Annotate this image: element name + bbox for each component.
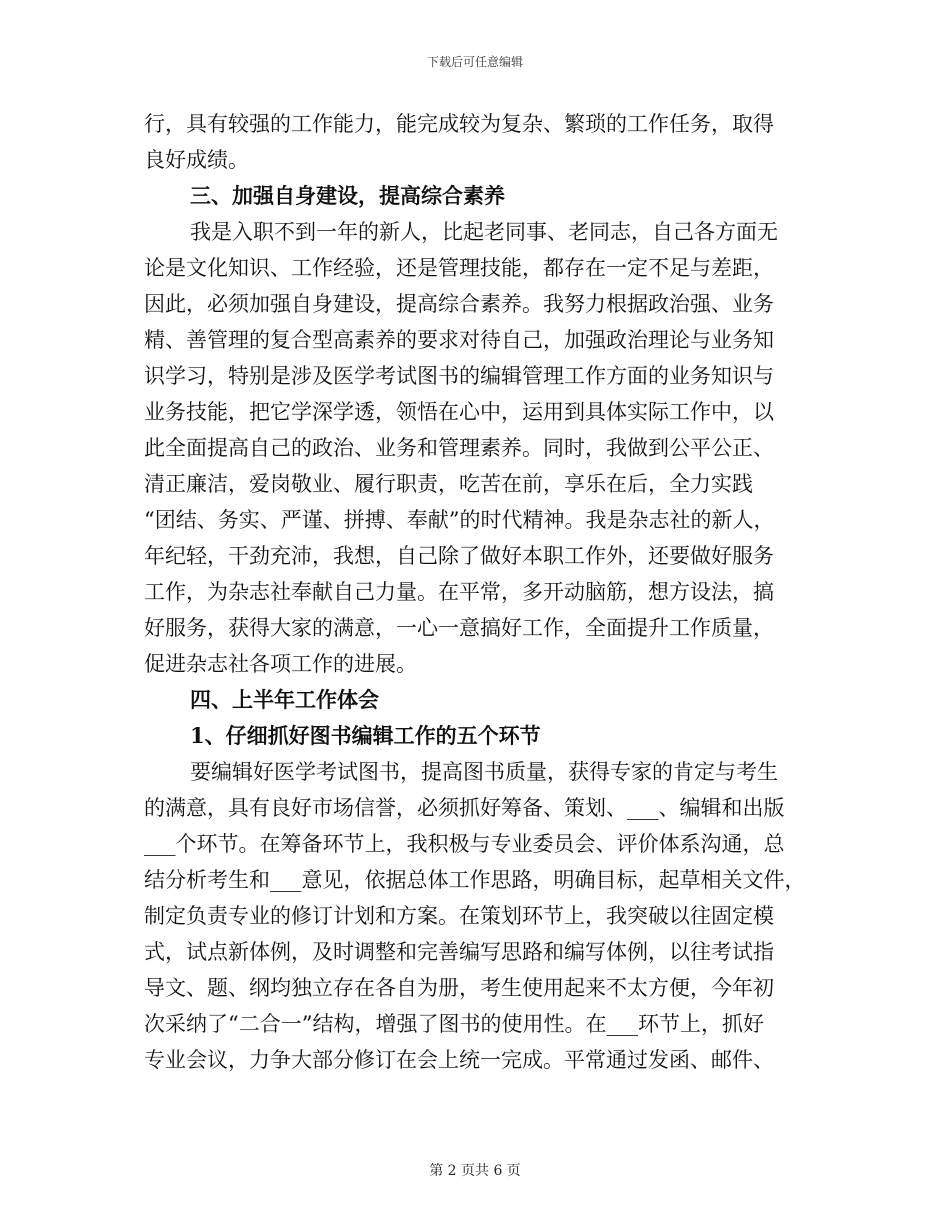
text-line: 识学习，特别是涉及医学考试图书的编辑管理工作方面的业务知识与 [144,364,774,388]
text-line: 导文、题、纲均独立存在各自为册，考生使用起来不太方便，今年初 [144,976,774,1000]
text-line: 式，试点新体例，及时调整和完善编写思路和编写体例，以往考试指 [144,940,774,964]
page-footer: 第 2 页共 6 页 [429,1163,521,1179]
text-line: 清正廉洁，爱岗敬业、履行职责，吃苦在前，享乐在后，全力实践 [144,472,753,496]
text-line: 要编辑好医学考试图书，提高图书质量，获得专家的肯定与考生 [190,760,778,784]
text-line: 好服务，获得大家的满意，一心一意搞好工作，全面提升工作质量， [144,616,774,640]
text-line: “团结、务实、严谨、拼搏、奉献”的时代精神。我是杂志社的新人， [144,508,775,532]
section-heading: 三、加强自身建设，提高综合素养 [190,183,505,208]
text-line: 行，具有较强的工作能力，能完成较为复杂、繁琐的工作任务，取得 [144,112,774,136]
text-line: 此全面提高自己的政治、业务和管理素养。同时，我做到公平公正、 [144,436,774,460]
text-line: 业务技能，把它学深学透，领悟在心中，运用到具体实际工作中，以 [144,400,774,424]
text-line: 的满意，具有良好市场信誉，必须抓好筹备、策划、___、编辑和出版 [144,796,785,820]
text-line: 专业会议，力争大部分修订在会上统一完成。平常通过发函、邮件、 [144,1048,774,1072]
text-line: 结分析考生和___意见，依据总体工作思路，明确目标，起草相关文件， [144,868,806,892]
text-line: 我是入职不到一年的新人，比起老同事、老同志，自己各方面无 [190,220,778,244]
text-line: 工作，为杂志社奉献自己力量。在平常，多开动脑筋，想方设法，搞 [144,580,774,604]
text-line: 良好成绩。 [144,148,249,172]
text-line: 促进杂志社各项工作的进展。 [144,652,417,676]
text-line: 次采纳了“二合一”结构，增强了图书的使用性。在___环节上，抓好 [144,1012,764,1036]
text-line: 年纪轻，干劲充沛，我想，自己除了做好本职工作外，还要做好服务 [144,544,774,568]
text-line: 因此，必须加强自身建设，提高综合素养。我努力根据政治强、业务 [144,292,774,316]
document-body [144,106,824,1078]
page-header: 下载后可任意编辑 [426,55,523,69]
section-heading: 1、仔细抓好图书编辑工作的五个环节 [190,723,541,748]
text-line: ___个环节。在筹备环节上，我积极与专业委员会、评价体系沟通，总 [144,832,785,856]
text-line: 制定负责专业的修订计划和方案。在策划环节上，我突破以往固定模 [144,904,774,928]
text-line: 精、善管理的复合型高素养的要求对待自己，加强政治理论与业务知 [144,328,774,352]
section-heading: 四、上半年工作体会 [190,687,379,712]
text-line: 论是文化知识、工作经验，还是管理技能，都存在一定不足与差距， [144,256,774,280]
